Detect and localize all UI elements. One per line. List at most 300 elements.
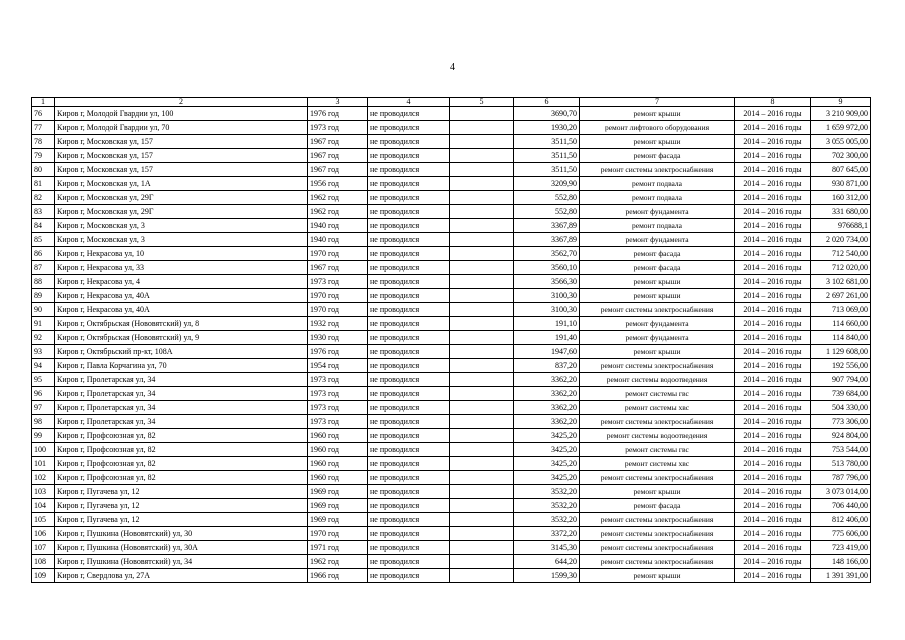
address-cell: Киров г, Молодой Гвардии ул, 100 <box>55 107 308 121</box>
period-cell: 2014 – 2016 годы <box>735 401 811 415</box>
table-row <box>32 191 871 205</box>
build-year-cell: 1962 год <box>308 205 368 219</box>
column-number-8: 8 <box>735 98 811 107</box>
row-number-cell: 89 <box>32 289 55 303</box>
row-number-cell: 95 <box>32 373 55 387</box>
address-cell: Киров г, Пушкина (Нововятский) ул, 30А <box>55 541 308 555</box>
work-type-cell: ремонт системы водоотведения <box>580 373 735 387</box>
area-cell: 3362,20 <box>514 387 580 401</box>
period-cell: 2014 – 2016 годы <box>735 415 811 429</box>
cost-cell: 1 129 608,00 <box>811 345 871 359</box>
area-cell: 3532,20 <box>514 513 580 527</box>
empty-cell-cell <box>450 107 514 121</box>
area-cell: 1947,60 <box>514 345 580 359</box>
build-year-cell: 1970 год <box>308 527 368 541</box>
build-year-cell: 1967 год <box>308 135 368 149</box>
address-cell: Киров г, Московская ул, 1А <box>55 177 308 191</box>
address-cell: Киров г, Московская ул, 3 <box>55 233 308 247</box>
row-number-cell: 77 <box>32 121 55 135</box>
row-number-cell: 93 <box>32 345 55 359</box>
build-year-cell: 1973 год <box>308 387 368 401</box>
area-cell: 552,80 <box>514 205 580 219</box>
row-number-cell: 86 <box>32 247 55 261</box>
empty-cell-cell <box>450 317 514 331</box>
area-cell: 3562,70 <box>514 247 580 261</box>
last-repair-cell: не проводился <box>368 163 450 177</box>
cost-cell: 3 055 005,00 <box>811 135 871 149</box>
row-number-cell: 80 <box>32 163 55 177</box>
period-cell: 2014 – 2016 годы <box>735 569 811 583</box>
cost-cell: 3 210 909,00 <box>811 107 871 121</box>
last-repair-cell: не проводился <box>368 429 450 443</box>
empty-cell-cell <box>450 415 514 429</box>
cost-cell: 907 794,00 <box>811 373 871 387</box>
address-cell: Киров г, Некрасова ул, 40А <box>55 289 308 303</box>
last-repair-cell: не проводился <box>368 359 450 373</box>
table-row <box>32 499 871 513</box>
area-cell: 3532,20 <box>514 499 580 513</box>
work-type-cell: ремонт системы гвс <box>580 387 735 401</box>
period-cell: 2014 – 2016 годы <box>735 457 811 471</box>
period-cell: 2014 – 2016 годы <box>735 149 811 163</box>
last-repair-cell: не проводился <box>368 219 450 233</box>
last-repair-cell: не проводился <box>368 247 450 261</box>
row-number-cell: 96 <box>32 387 55 401</box>
build-year-cell: 1956 год <box>308 177 368 191</box>
build-year-cell: 1967 год <box>308 149 368 163</box>
build-year-cell: 1940 год <box>308 233 368 247</box>
last-repair-cell: не проводился <box>368 317 450 331</box>
cost-cell: 3 102 681,00 <box>811 275 871 289</box>
cost-cell: 114 840,00 <box>811 331 871 345</box>
table-row <box>32 275 871 289</box>
table-row <box>32 485 871 499</box>
row-number-cell: 99 <box>32 429 55 443</box>
period-cell: 2014 – 2016 годы <box>735 513 811 527</box>
row-number-cell: 91 <box>32 317 55 331</box>
cost-cell: 773 306,00 <box>811 415 871 429</box>
area-cell: 3566,30 <box>514 275 580 289</box>
table-row <box>32 135 871 149</box>
work-type-cell: ремонт системы электроснабжения <box>580 555 735 569</box>
address-cell: Киров г, Профсоюзная ул, 82 <box>55 443 308 457</box>
area-cell: 3145,30 <box>514 541 580 555</box>
column-number-3: 3 <box>308 98 368 107</box>
column-number-9: 9 <box>811 98 871 107</box>
address-cell: Киров г, Некрасова ул, 33 <box>55 261 308 275</box>
period-cell: 2014 – 2016 годы <box>735 303 811 317</box>
row-number-cell: 108 <box>32 555 55 569</box>
last-repair-cell: не проводился <box>368 457 450 471</box>
last-repair-cell: не проводился <box>368 121 450 135</box>
row-number-cell: 97 <box>32 401 55 415</box>
period-cell: 2014 – 2016 годы <box>735 247 811 261</box>
build-year-cell: 1960 год <box>308 429 368 443</box>
empty-cell-cell <box>450 429 514 443</box>
work-type-cell: ремонт системы электроснабжения <box>580 471 735 485</box>
work-type-cell: ремонт подвала <box>580 219 735 233</box>
build-year-cell: 1973 год <box>308 121 368 135</box>
empty-cell-cell <box>450 261 514 275</box>
build-year-cell: 1932 год <box>308 317 368 331</box>
page-number: 4 <box>450 62 455 73</box>
period-cell: 2014 – 2016 годы <box>735 359 811 373</box>
empty-cell-cell <box>450 471 514 485</box>
cost-cell: 712 020,00 <box>811 261 871 275</box>
last-repair-cell: не проводился <box>368 541 450 555</box>
build-year-cell: 1971 год <box>308 541 368 555</box>
last-repair-cell: не проводился <box>368 513 450 527</box>
address-cell: Киров г, Московская ул, 157 <box>55 163 308 177</box>
empty-cell-cell <box>450 191 514 205</box>
capital-repair-table <box>31 97 871 583</box>
cost-cell: 713 069,00 <box>811 303 871 317</box>
last-repair-cell: не проводился <box>368 233 450 247</box>
row-number-cell: 104 <box>32 499 55 513</box>
empty-cell-cell <box>450 121 514 135</box>
cost-cell: 2 020 734,00 <box>811 233 871 247</box>
row-number-cell: 88 <box>32 275 55 289</box>
period-cell: 2014 – 2016 годы <box>735 107 811 121</box>
empty-cell-cell <box>450 219 514 233</box>
build-year-cell: 1973 год <box>308 373 368 387</box>
last-repair-cell: не проводился <box>368 107 450 121</box>
table-row <box>32 107 871 121</box>
empty-cell-cell <box>450 205 514 219</box>
area-cell: 3362,20 <box>514 373 580 387</box>
row-number-cell: 79 <box>32 149 55 163</box>
last-repair-cell: не проводился <box>368 289 450 303</box>
work-type-cell: ремонт системы электроснабжения <box>580 163 735 177</box>
address-cell: Киров г, Пугачева ул, 12 <box>55 513 308 527</box>
area-cell: 3511,50 <box>514 163 580 177</box>
period-cell: 2014 – 2016 годы <box>735 485 811 499</box>
empty-cell-cell <box>450 289 514 303</box>
area-cell: 3100,30 <box>514 289 580 303</box>
period-cell: 2014 – 2016 годы <box>735 387 811 401</box>
work-type-cell: ремонт фасада <box>580 499 735 513</box>
address-cell: Киров г, Павла Корчагина ул, 70 <box>55 359 308 373</box>
area-cell: 3362,20 <box>514 415 580 429</box>
work-type-cell: ремонт системы водоотведения <box>580 429 735 443</box>
build-year-cell: 1962 год <box>308 191 368 205</box>
cost-cell: 775 606,00 <box>811 527 871 541</box>
address-cell: Киров г, Профсоюзная ул, 82 <box>55 457 308 471</box>
work-type-cell: ремонт фундамента <box>580 331 735 345</box>
cost-cell: 930 871,00 <box>811 177 871 191</box>
row-number-cell: 109 <box>32 569 55 583</box>
build-year-cell: 1967 год <box>308 261 368 275</box>
period-cell: 2014 – 2016 годы <box>735 275 811 289</box>
row-number-cell: 81 <box>32 177 55 191</box>
build-year-cell: 1967 год <box>308 163 368 177</box>
area-cell: 191,40 <box>514 331 580 345</box>
area-cell: 3511,50 <box>514 135 580 149</box>
period-cell: 2014 – 2016 годы <box>735 135 811 149</box>
cost-cell: 787 796,00 <box>811 471 871 485</box>
work-type-cell: ремонт фундамента <box>580 233 735 247</box>
area-cell: 644,20 <box>514 555 580 569</box>
build-year-cell: 1970 год <box>308 303 368 317</box>
last-repair-cell: не проводился <box>368 205 450 219</box>
work-type-cell: ремонт системы электроснабжения <box>580 541 735 555</box>
address-cell: Киров г, Московская ул, 157 <box>55 149 308 163</box>
column-number-7: 7 <box>580 98 735 107</box>
empty-cell-cell <box>450 541 514 555</box>
address-cell: Киров г, Пролетарская ул, 34 <box>55 387 308 401</box>
build-year-cell: 1970 год <box>308 289 368 303</box>
period-cell: 2014 – 2016 годы <box>735 121 811 135</box>
build-year-cell: 1973 год <box>308 275 368 289</box>
row-number-cell: 90 <box>32 303 55 317</box>
work-type-cell: ремонт системы гвс <box>580 443 735 457</box>
work-type-cell: ремонт крыши <box>580 289 735 303</box>
cost-cell: 2 697 261,00 <box>811 289 871 303</box>
row-number-cell: 92 <box>32 331 55 345</box>
address-cell: Киров г, Молодой Гвардии ул, 70 <box>55 121 308 135</box>
area-cell: 1599,30 <box>514 569 580 583</box>
table-row <box>32 513 871 527</box>
table-row <box>32 429 871 443</box>
area-cell: 3425,20 <box>514 443 580 457</box>
row-number-cell: 101 <box>32 457 55 471</box>
row-number-cell: 83 <box>32 205 55 219</box>
row-number-cell: 106 <box>32 527 55 541</box>
address-cell: Киров г, Некрасова ул, 40А <box>55 303 308 317</box>
row-number-cell: 78 <box>32 135 55 149</box>
area-cell: 3372,20 <box>514 527 580 541</box>
period-cell: 2014 – 2016 годы <box>735 177 811 191</box>
address-cell: Киров г, Свердлова ул, 27А <box>55 569 308 583</box>
row-number-cell: 103 <box>32 485 55 499</box>
address-cell: Киров г, Московская ул, 3 <box>55 219 308 233</box>
work-type-cell: ремонт фундамента <box>580 205 735 219</box>
area-cell: 3367,89 <box>514 233 580 247</box>
address-cell: Киров г, Октябрьская (Нововятский) ул, 8 <box>55 317 308 331</box>
column-number-4: 4 <box>368 98 450 107</box>
table-row <box>32 541 871 555</box>
area-cell: 3532,20 <box>514 485 580 499</box>
area-cell: 3425,20 <box>514 457 580 471</box>
empty-cell-cell <box>450 373 514 387</box>
cost-cell: 504 330,00 <box>811 401 871 415</box>
empty-cell-cell <box>450 275 514 289</box>
address-cell: Киров г, Профсоюзная ул, 82 <box>55 471 308 485</box>
work-type-cell: ремонт лифтового оборудования <box>580 121 735 135</box>
empty-cell-cell <box>450 345 514 359</box>
build-year-cell: 1966 год <box>308 569 368 583</box>
area-cell: 3100,30 <box>514 303 580 317</box>
row-number-cell: 84 <box>32 219 55 233</box>
address-cell: Киров г, Пушкина (Нововятский) ул, 30 <box>55 527 308 541</box>
empty-cell-cell <box>450 177 514 191</box>
build-year-cell: 1969 год <box>308 513 368 527</box>
cost-cell: 702 300,00 <box>811 149 871 163</box>
area-cell: 191,10 <box>514 317 580 331</box>
table-row <box>32 163 871 177</box>
cost-cell: 753 544,00 <box>811 443 871 457</box>
period-cell: 2014 – 2016 годы <box>735 541 811 555</box>
empty-cell-cell <box>450 163 514 177</box>
last-repair-cell: не проводился <box>368 443 450 457</box>
row-number-cell: 85 <box>32 233 55 247</box>
build-year-cell: 1960 год <box>308 457 368 471</box>
column-number-row <box>32 98 871 107</box>
work-type-cell: ремонт подвала <box>580 177 735 191</box>
address-cell: Киров г, Пугачева ул, 12 <box>55 499 308 513</box>
area-cell: 3209,90 <box>514 177 580 191</box>
table-row <box>32 177 871 191</box>
empty-cell-cell <box>450 401 514 415</box>
table-row <box>32 149 871 163</box>
last-repair-cell: не проводился <box>368 149 450 163</box>
table-row <box>32 569 871 583</box>
work-type-cell: ремонт крыши <box>580 275 735 289</box>
period-cell: 2014 – 2016 годы <box>735 373 811 387</box>
table-row <box>32 457 871 471</box>
cost-cell: 160 312,00 <box>811 191 871 205</box>
empty-cell-cell <box>450 303 514 317</box>
last-repair-cell: не проводился <box>368 331 450 345</box>
empty-cell-cell <box>450 555 514 569</box>
period-cell: 2014 – 2016 годы <box>735 317 811 331</box>
cost-cell: 192 556,00 <box>811 359 871 373</box>
address-cell: Киров г, Пушкина (Нововятский) ул, 34 <box>55 555 308 569</box>
empty-cell-cell <box>450 247 514 261</box>
work-type-cell: ремонт фасада <box>580 261 735 275</box>
empty-cell-cell <box>450 513 514 527</box>
last-repair-cell: не проводился <box>368 135 450 149</box>
last-repair-cell: не проводился <box>368 527 450 541</box>
area-cell: 3425,20 <box>514 471 580 485</box>
table-row <box>32 443 871 457</box>
build-year-cell: 1976 год <box>308 107 368 121</box>
empty-cell-cell <box>450 499 514 513</box>
work-type-cell: ремонт системы электроснабжения <box>580 415 735 429</box>
period-cell: 2014 – 2016 годы <box>735 429 811 443</box>
table-row <box>32 415 871 429</box>
last-repair-cell: не проводился <box>368 177 450 191</box>
build-year-cell: 1960 год <box>308 443 368 457</box>
table-row <box>32 555 871 569</box>
last-repair-cell: не проводился <box>368 191 450 205</box>
period-cell: 2014 – 2016 годы <box>735 331 811 345</box>
build-year-cell: 1969 год <box>308 499 368 513</box>
work-type-cell: ремонт системы электроснабжения <box>580 527 735 541</box>
table-row <box>32 359 871 373</box>
period-cell: 2014 – 2016 годы <box>735 471 811 485</box>
cost-cell: 812 406,00 <box>811 513 871 527</box>
cost-cell: 706 440,00 <box>811 499 871 513</box>
table-row <box>32 303 871 317</box>
work-type-cell: ремонт фасада <box>580 149 735 163</box>
build-year-cell: 1960 год <box>308 471 368 485</box>
empty-cell-cell <box>450 443 514 457</box>
work-type-cell: ремонт крыши <box>580 485 735 499</box>
work-type-cell: ремонт фасада <box>580 247 735 261</box>
cost-cell: 712 540,00 <box>811 247 871 261</box>
cost-cell: 723 419,00 <box>811 541 871 555</box>
cost-cell: 114 660,00 <box>811 317 871 331</box>
period-cell: 2014 – 2016 годы <box>735 289 811 303</box>
cost-cell: 1 391 391,00 <box>811 569 871 583</box>
address-cell: Киров г, Московская ул, 29Г <box>55 205 308 219</box>
last-repair-cell: не проводился <box>368 345 450 359</box>
address-cell: Киров г, Пролетарская ул, 34 <box>55 401 308 415</box>
build-year-cell: 1954 год <box>308 359 368 373</box>
table-row <box>32 387 871 401</box>
last-repair-cell: не проводился <box>368 485 450 499</box>
column-number-6: 6 <box>514 98 580 107</box>
row-number-cell: 87 <box>32 261 55 275</box>
cost-cell: 807 645,00 <box>811 163 871 177</box>
last-repair-cell: не проводился <box>368 471 450 485</box>
cost-cell: 1 659 972,00 <box>811 121 871 135</box>
address-cell: Киров г, Некрасова ул, 10 <box>55 247 308 261</box>
empty-cell-cell <box>450 233 514 247</box>
work-type-cell: ремонт подвала <box>580 191 735 205</box>
empty-cell-cell <box>450 457 514 471</box>
area-cell: 1930,20 <box>514 121 580 135</box>
period-cell: 2014 – 2016 годы <box>735 499 811 513</box>
address-cell: Киров г, Профсоюзная ул, 82 <box>55 429 308 443</box>
work-type-cell: ремонт системы хвс <box>580 401 735 415</box>
address-cell: Киров г, Пролетарская ул, 34 <box>55 373 308 387</box>
last-repair-cell: не проводился <box>368 261 450 275</box>
period-cell: 2014 – 2016 годы <box>735 191 811 205</box>
last-repair-cell: не проводился <box>368 415 450 429</box>
table-row <box>32 345 871 359</box>
area-cell: 3367,89 <box>514 219 580 233</box>
address-cell: Киров г, Октябрьская (Нововятский) ул, 9 <box>55 331 308 345</box>
table-row <box>32 401 871 415</box>
build-year-cell: 1970 год <box>308 247 368 261</box>
work-type-cell: ремонт крыши <box>580 135 735 149</box>
row-number-cell: 98 <box>32 415 55 429</box>
work-type-cell: ремонт системы электроснабжения <box>580 303 735 317</box>
address-cell: Киров г, Пролетарская ул, 34 <box>55 415 308 429</box>
row-number-cell: 94 <box>32 359 55 373</box>
work-type-cell: ремонт крыши <box>580 345 735 359</box>
table-row <box>32 219 871 233</box>
period-cell: 2014 – 2016 годы <box>735 345 811 359</box>
row-number-cell: 102 <box>32 471 55 485</box>
cost-cell: 739 684,00 <box>811 387 871 401</box>
area-cell: 3560,10 <box>514 261 580 275</box>
work-type-cell: ремонт системы электроснабжения <box>580 513 735 527</box>
table-row <box>32 121 871 135</box>
column-number-1: 1 <box>32 98 55 107</box>
area-cell: 837,20 <box>514 359 580 373</box>
table-row <box>32 261 871 275</box>
table-row <box>32 527 871 541</box>
table-row <box>32 331 871 345</box>
empty-cell-cell <box>450 359 514 373</box>
address-cell: Киров г, Московская ул, 29Г <box>55 191 308 205</box>
last-repair-cell: не проводился <box>368 275 450 289</box>
work-type-cell: ремонт системы хвс <box>580 457 735 471</box>
row-number-cell: 100 <box>32 443 55 457</box>
empty-cell-cell <box>450 331 514 345</box>
empty-cell-cell <box>450 149 514 163</box>
table-row <box>32 247 871 261</box>
build-year-cell: 1976 год <box>308 345 368 359</box>
row-number-cell: 105 <box>32 513 55 527</box>
cost-cell: 148 166,00 <box>811 555 871 569</box>
cost-cell: 924 804,00 <box>811 429 871 443</box>
period-cell: 2014 – 2016 годы <box>735 233 811 247</box>
area-cell: 3511,50 <box>514 149 580 163</box>
